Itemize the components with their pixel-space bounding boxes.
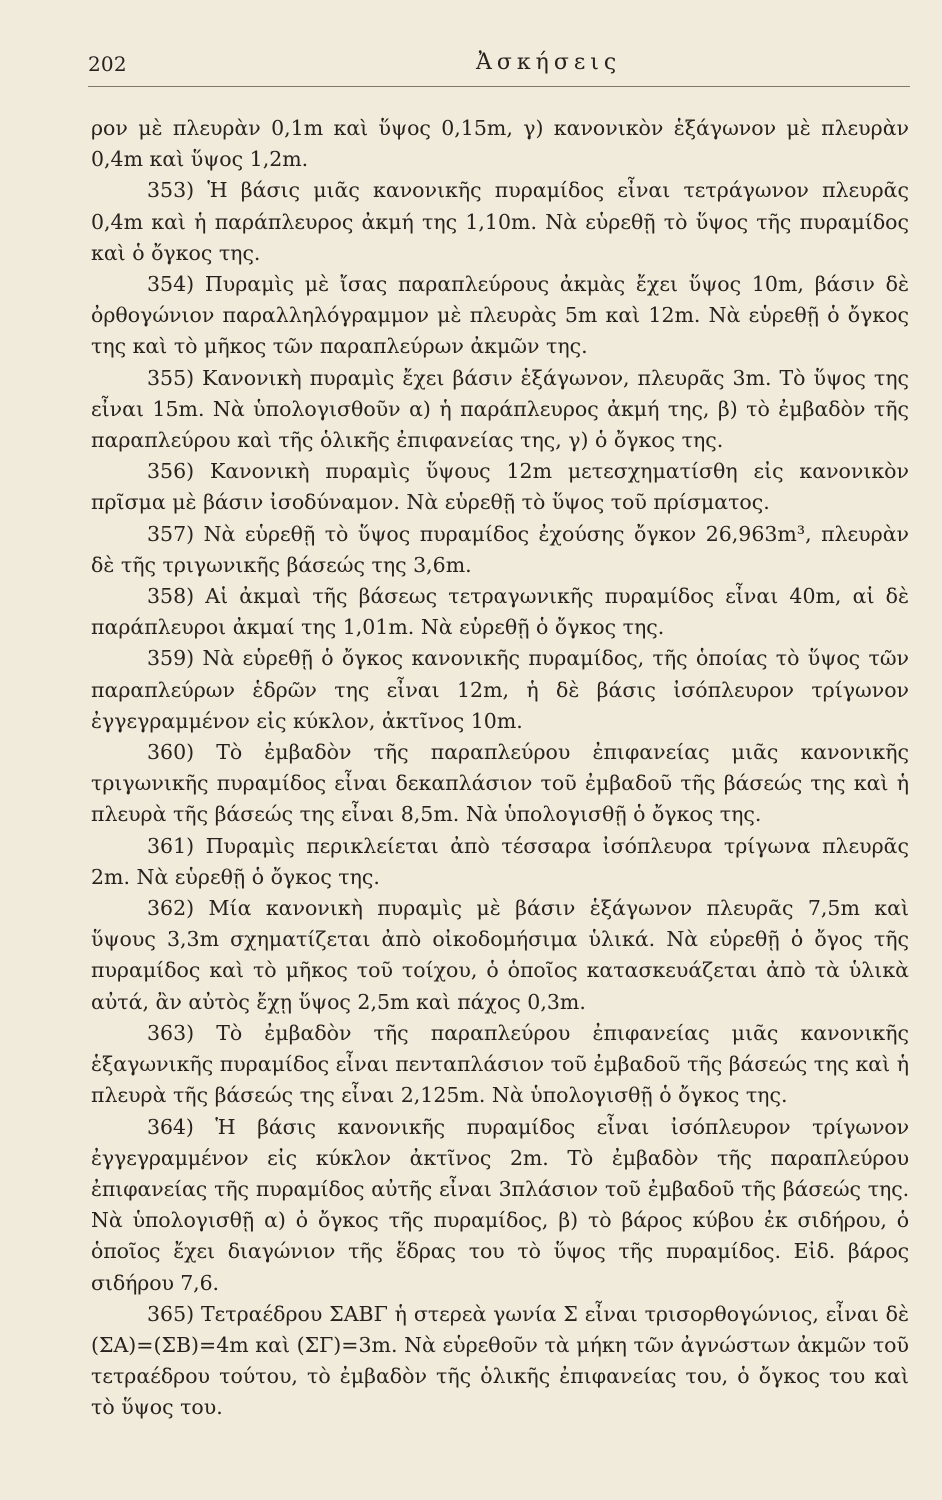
running-title: Ἀσκήσεις [476, 50, 622, 75]
exercise-359: 359) Νὰ εὑρεθῇ ὁ ὄγκος κανονικῆς πυραμίδος, τῆς ὁποίας τὸ ὕψος τῶν παραπλεύρων ἑδρῶν της εἶναι 12m, ἡ δὲ βάσις ἰσόπλευρον τρίγωνον ἐγγεγραμμένον εἰς κύκλον, ἀκτῖνος 10m. [91, 646, 909, 733]
page-header [88, 48, 910, 82]
exercise-353: 353) Ἡ βάσις μιᾶς κανονικῆς πυραμίδος εἶναι τετράγωνον πλευρᾶς 0,4m καὶ ἡ παράπλευρος ἀκμή της 1,10m. Νὰ εὑρεθῇ τὸ ὕψος τῆς πυραμίδος καὶ ὁ ὄγκος της. [91, 178, 909, 265]
paragraph-continuation: ρον μὲ πλευρὰν 0,1m καὶ ὕψος 0,15m, γ) κανονικὸν ἑξάγωνον μὲ πλευρὰν 0,4m καὶ ὕψος 1,2m. [91, 116, 909, 172]
exercise-354: 354) Πυραμὶς μὲ ἴσας παραπλεύρους ἀκμὰς ἔχει ὕψος 10m, βάσιν δὲ ὀρθογώνιον παραλληλόγραμμον μὲ πλευρὰς 5m καὶ 12m. Νὰ εὑρεθῇ ὁ ὄγκος της καὶ τὸ μῆκος τῶν παραπλεύρων ἀκμῶν της. [91, 272, 909, 359]
exercise-355: 355) Κανονικὴ πυραμὶς ἔχει βάσιν ἑξάγωνον, πλευρᾶς 3m. Τὸ ὕψος της εἶναι 15m. Νὰ ὑπολογισθοῦν α) ἡ παράπλευρος ἀκμή της, β) τὸ ἐμβαδὸν τῆς παραπλεύρου καὶ τῆς ὁλικῆς ἐπιφανείας της, γ) ὁ ὄγκος της. [91, 365, 909, 453]
exercise-364: 364) Ἡ βάσις κανονικῆς πυραμίδος εἶναι ἰσόπλευρον τρίγωνον ἐγγεγραμμένον εἰς κύκλον ἀκτῖνος 2m. Τὸ ἐμβαδὸν τῆς παραπλεύρου ἐπιφανείας τῆς πυραμίδος αὐτῆς εἶναι 3πλάσιον τοῦ ἐμβαδοῦ τῆς βάσεώς της. Νὰ ὑπολογισθῇ α) ὁ ὄγκος τῆς πυραμίδος, β) τὸ βάρος κύβου ἐκ σιδήρου, ὁ ὁποῖος ἔχει διαγώνιον τῆς ἕδρας του τὸ ὕψος τῆς πυραμίδος. Εἰδ. βάρος σιδήρου 7,6. [91, 1114, 909, 1295]
exercise-363: 363) Τὸ ἐμβαδὸν τῆς παραπλεύρου ἐπιφανείας μιᾶς κανονικῆς ἑξαγωνικῆς πυραμίδος εἶναι πενταπλάσιον τοῦ ἐμβαδοῦ τῆς βάσεώς της καὶ ἡ πλευρὰ τῆς βάσεώς της εἶναι 2,125m. Νὰ ὑπολογισθῇ ὁ ὄγκος της. [91, 1020, 909, 1108]
page-number: 202 [88, 52, 127, 76]
exercise-357: 357) Νὰ εὑρεθῇ τὸ ὕψος πυραμίδος ἐχούσης ὄγκον 26,963m³, πλευρὰν δὲ τῆς τριγωνικῆς βάσεώς της 3,6m. [91, 521, 909, 577]
exercise-360: 360) Τὸ ἐμβαδὸν τῆς παραπλεύρου ἐπιφανείας μιᾶς κανονικῆς τριγωνικῆς πυραμίδος εἶναι δεκαπλάσιον τοῦ ἐμβαδοῦ τῆς βάσεώς της καὶ ἡ πλευρὰ τῆς βάσεώς της εἶναι 8,5m. Νὰ ὑπολογισθῇ ὁ ὄγκος της. [91, 740, 909, 827]
exercise-358: 358) Αἱ ἀκμαὶ τῆς βάσεως τετραγωνικῆς πυραμίδος εἶναι 40m, αἱ δὲ παράπλευροι ἀκμαί της 1,01m. Νὰ εὑρεθῇ ὁ ὄγκος της. [91, 584, 909, 640]
exercise-356: 356) Κανονικὴ πυραμὶς ὕψους 12m μετεσχηματίσθη εἰς κανονικὸν πρῖσμα μὲ βάσιν ἰσοδύναμον. Νὰ εὑρεθῇ τὸ ὕψος τοῦ πρίσματος. [91, 459, 909, 515]
header-rule [88, 86, 910, 87]
exercise-361: 361) Πυραμὶς περικλείεται ἀπὸ τέσσαρα ἰσόπλευρα τρίγωνα πλευρᾶς 2m. Νὰ εὑρεθῇ ὁ ὄγκος της. [91, 833, 909, 889]
exercise-362: 362) Μία κανονικὴ πυραμὶς μὲ βάσιν ἑξάγωνον πλευρᾶς 7,5m καὶ ὕψους 3,3m σχηματίζεται ἀπὸ οἰκοδομήσιμα ὑλικά. Νὰ εὑρεθῇ ὁ ὄγος τῆς πυραμίδος καὶ τὸ μῆκος τοῦ τοίχου, ὁ ὁποῖος κατασκευάζεται ἀπὸ τὰ ὑλικὰ αὐτά, ἂν αὐτὸς ἔχῃ ὕψος 2,5m καὶ πάχος 0,3m. [91, 896, 909, 1014]
exercise-365: 365) Τετραέδρου ΣΑΒΓ ἡ στερεὰ γωνία Σ εἶναι τρισορθογώνιος, εἶναι δὲ (ΣΑ)=(ΣΒ)=4m καὶ (ΣΓ)=3m. Νὰ εὑρεθοῦν τὰ μήκη τῶν ἀγνώστων ἀκμῶν τοῦ τετραέδρου τούτου, τὸ ἐμβαδὸν τῆς ὁλικῆς ἐπιφανείας του, ὁ ὄγκος του καὶ τὸ ὕψος του. [91, 1301, 909, 1420]
exercise-text [91, 113, 909, 1424]
